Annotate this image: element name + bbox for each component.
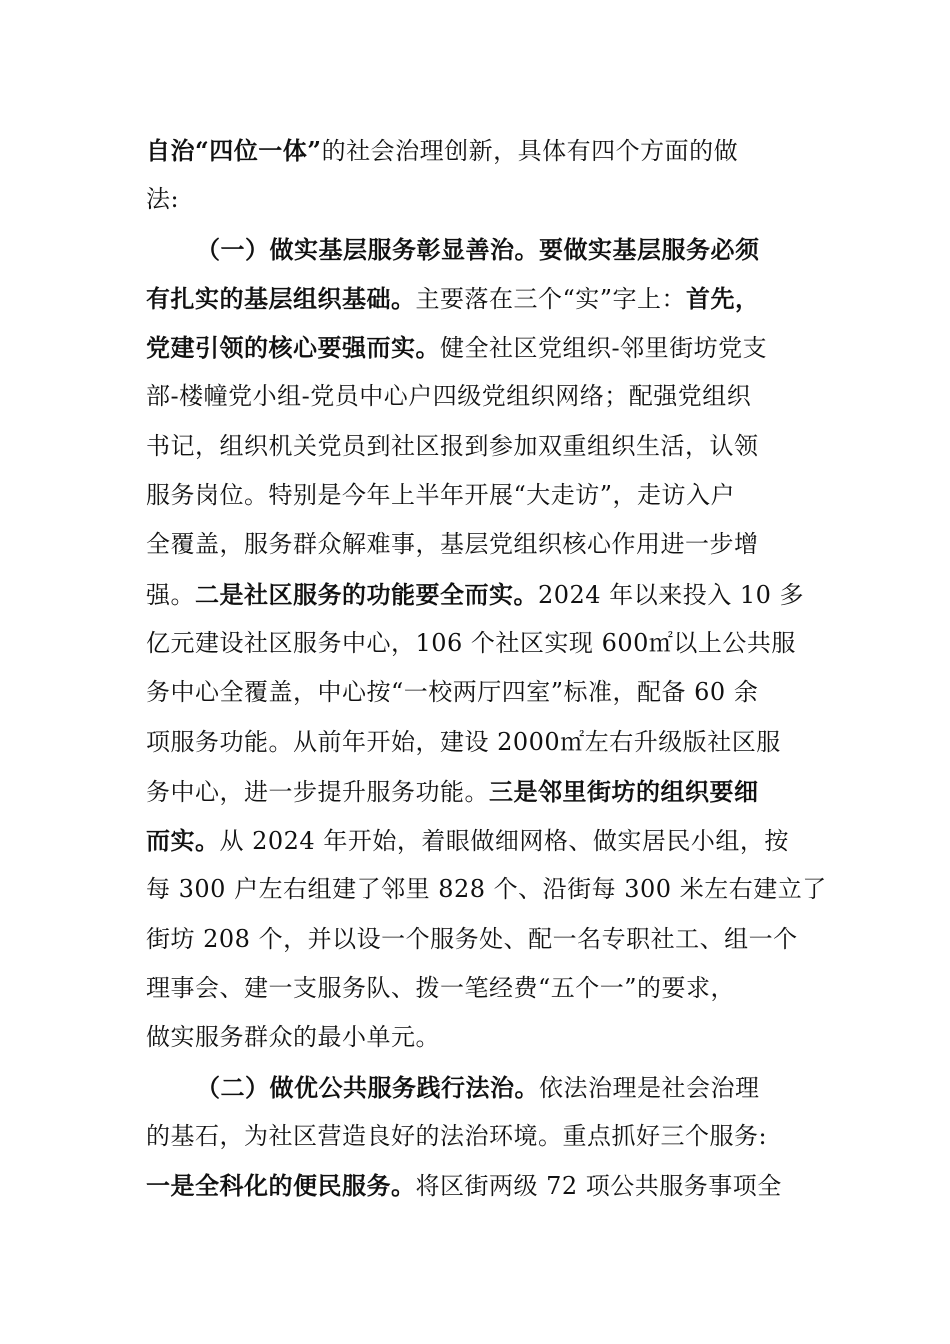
body-text-run: 的基石，为社区营造良好的法治环境。重点抓好三个服务: [146, 1121, 768, 1150]
bold-text: 一是全科化的便民服务。 [146, 1171, 416, 1201]
text-line [146, 767, 811, 816]
body-text-run: 强。 [146, 580, 195, 609]
text-line [146, 225, 811, 274]
text-line [146, 1013, 811, 1062]
text-line [146, 126, 811, 175]
text-line [146, 520, 811, 569]
body-text-run: 务中心全覆盖，中心按“一校两厅四室”标准，配备 60 余 [146, 678, 759, 707]
bold-text: 党建引领的核心要强而实。 [146, 333, 440, 363]
bold-text: 而实。 [146, 826, 220, 856]
text-line [146, 175, 811, 224]
text-line [146, 1112, 811, 1161]
body-text [146, 126, 827, 1211]
body-text-run: 的社会治理创新，具体有四个方面的做 [321, 137, 739, 165]
body-text-run: 理事会、建一支服务队、拨一笔经费“五个一”的要求， [146, 974, 736, 1003]
text-line [146, 718, 811, 767]
body-text-run: 项服务功能。从前年开始，建设 2000㎡左右升级版社区服 [146, 727, 781, 756]
text-line [146, 816, 811, 865]
bold-text: （二）做优公共服务践行法治。 [196, 1072, 539, 1102]
bold-text: （一）做实基层服务彰显善治。要做实基层服务必须 [196, 234, 760, 264]
body-text-run: 亿元建设社区服务中心，106 个社区实现 600㎡以上公共服 [146, 628, 796, 657]
body-text-run: 做实服务群众的最小单元。 [146, 1023, 440, 1052]
text-line [146, 372, 811, 421]
text-line [146, 1063, 811, 1112]
text-line [146, 570, 811, 619]
text-line [146, 1161, 811, 1210]
body-text-run: 服务岗位。特别是今年上半年开展“大走访”，走访入户 [146, 481, 736, 510]
text-line [146, 422, 811, 471]
text-line [146, 323, 811, 372]
text-line [146, 274, 811, 323]
body-text-run: 将区街两级 72 项公共服务事项全 [415, 1172, 782, 1201]
text-line [146, 915, 811, 964]
bold-text: 首先， [686, 283, 760, 313]
body-text-run: 每 300 户左右组建了邻里 828 个、沿街每 300 米左右建立了 [146, 875, 827, 904]
body-text-run: 2024 年以来投入 10 多 [538, 580, 805, 609]
body-text-run: 主要落在三个“实”字上： [415, 284, 687, 313]
text-line [146, 964, 811, 1013]
body-text-run: 街坊 208 个，并以设一个服务处、配一名专职社工、组一个 [146, 924, 798, 953]
body-text-run: 法: [146, 185, 180, 214]
text-line [146, 619, 811, 668]
body-text-run: 健全社区党组织-邻里街坊党支 [440, 334, 768, 363]
text-line [146, 865, 827, 914]
body-text-run: 依法治理是社会治理 [539, 1073, 760, 1102]
bold-text: 二是社区服务的功能要全而实。 [195, 579, 538, 609]
text-line [146, 668, 811, 717]
bold-text: 有扎实的基层组织基础。 [146, 283, 416, 313]
body-text-run: 部-楼幢党小组-党员中心户四级党组织网络；配强党组织 [146, 382, 752, 411]
text-line [146, 471, 811, 520]
body-text-run: 从 2024 年开始，着眼做细网格、做实居民小组，按 [219, 827, 789, 856]
body-text-run: 全覆盖，服务群众解难事，基层党组织核心作用进一步增 [146, 530, 759, 559]
body-text-run: 书记，组织机关党员到社区报到参加双重组织生活，认领 [146, 431, 759, 460]
bold-text: 自治“四位一体” [146, 136, 322, 165]
bold-text: 三是邻里街坊的组织要细 [489, 776, 759, 806]
body-text-run: 务中心，进一步提升服务功能。 [146, 777, 489, 806]
